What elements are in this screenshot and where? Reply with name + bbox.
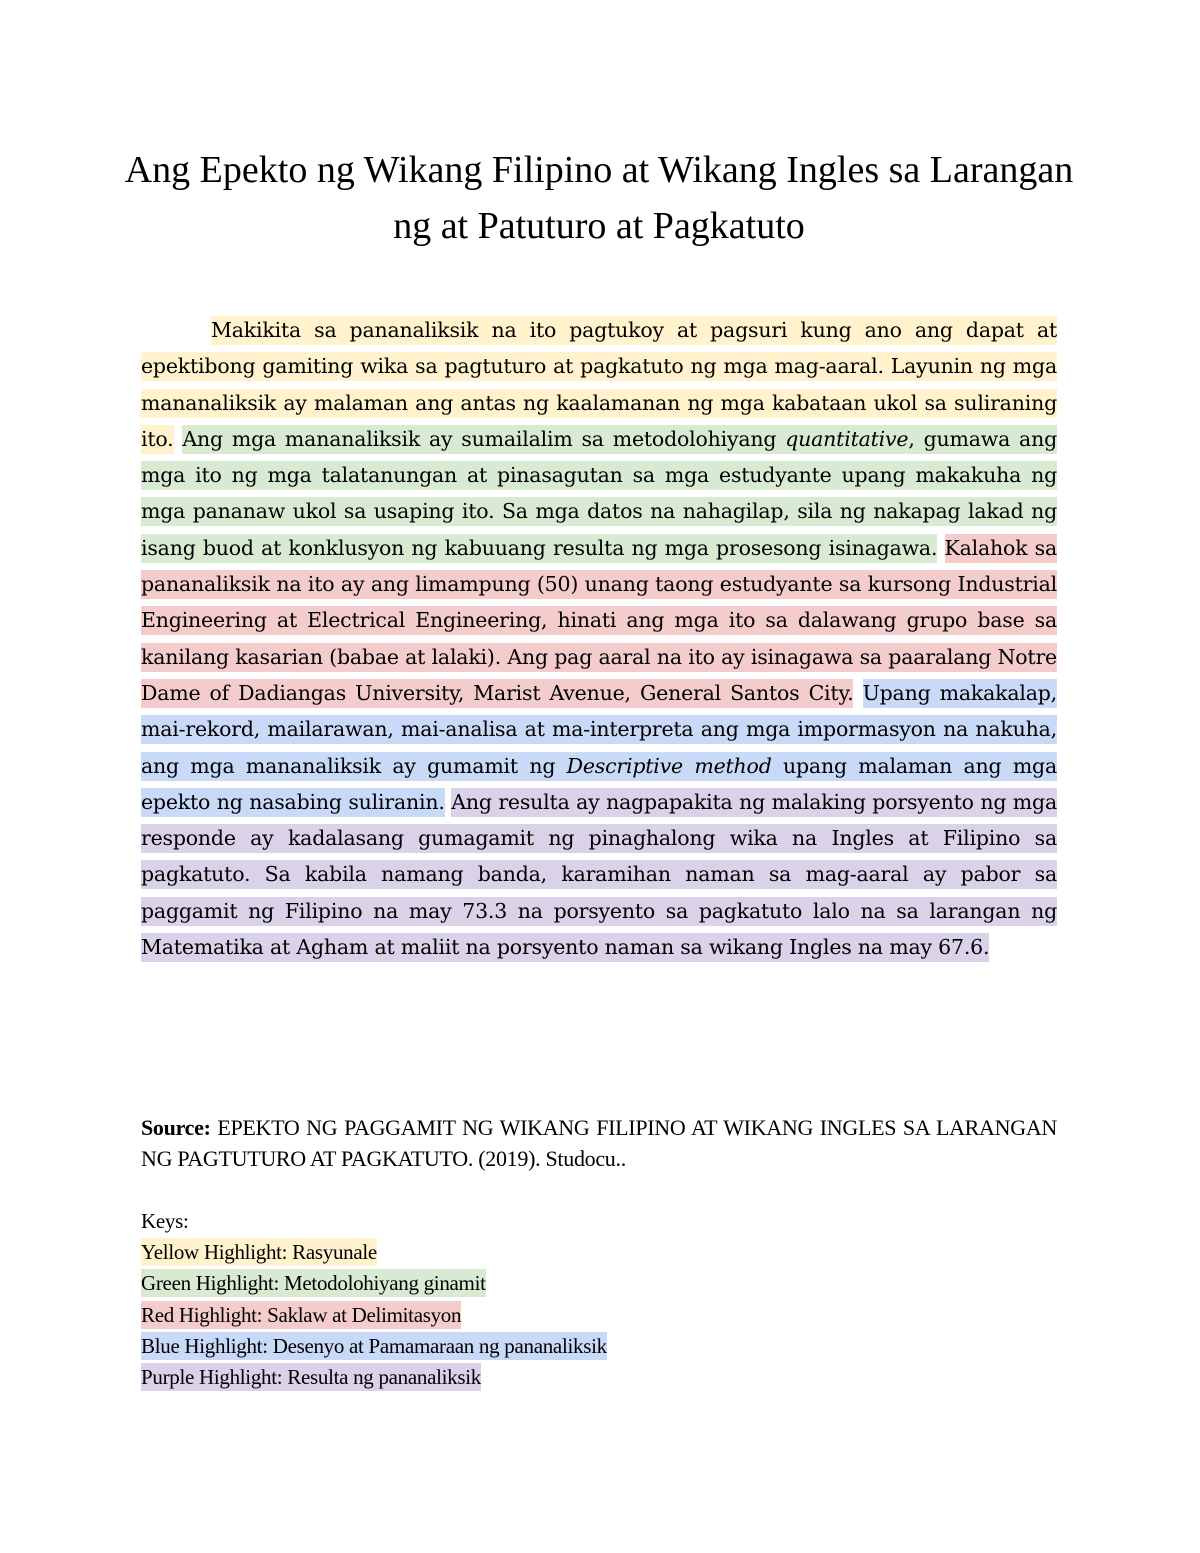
key-item-yellow [141,1237,1057,1268]
keys-heading: Keys: [141,1209,189,1233]
scope-highlight: Kalahok sa pananaliksik na ito ay ang limampung (50) unang taong estudyante sa kursong Industrial Engineering at Electrical Engineering, hinati ang mga ito sa dalawang grupo base sa kanilang kasarian (babae at lalaki). Ang pag aaral na ito ay isinagawa sa paaralang Notre Dame of Dadiangas University, Marist Avenue, General Santos City. [141,534,1057,708]
key-label-purple: Purple Highlight: Resulta ng pananaliksik [141,1364,481,1389]
document-title: Ang Epekto ng Wikang Filipino at Wikang Ingles sa Larangan ng at Patuturo at Pagkatuto [124,149,1074,247]
key-label-yellow: Yellow Highlight: Rasyunale [141,1240,377,1265]
key-label-green: Green Highlight: Metodolohiyang ginamit [141,1271,486,1296]
results-highlight: Ang resulta ay nagpapakita ng malaking porsyento ng mga responde ay kadalasang gumagamit ng pinaghalong wika na Ingles at Filipino sa pagkatuto. Sa kabila namang banda, karamihan naman sa mag-aaral ay pabor sa paggamit ng Filipino na may 73.3 na porsyento sa pagkatuto lalo na sa larangan ng Matematika at Agham at maliit na porsyento naman sa wikang Ingles na may 67.6. [141,788,1057,962]
key-item-red [141,1300,1057,1331]
methodology-emphasis: quantitative [785,426,909,451]
methodology-text-a: Ang mga mananaliksik ay sumailalim sa metodolohiyang [182,426,777,451]
key-label-red: Red Highlight: Saklaw at Delimitasyon [141,1302,462,1327]
methodology-text-b: , gumawa ang mga ito ng mga talatanungan at pinasagutan sa mga estudyante upang makakuha ng mga pananaw ukol sa usaping ito. Sa mga datos na nahagilap, sila ng nakapag lakad ng isang buod at konklusyon ng kabuuang resulta ng mga prosesong isinagawa. [141,426,1057,560]
summary-paragraph [141,312,1057,965]
methodology-highlight [141,425,1057,563]
rationale-highlight: Makikita sa pananaliksik na ito pagtukoy at pagsuri kung ano ang dapat at epektibong gamiting wika sa pagtuturo at pagkatuto ng mga mag-aaral. Layunin ng mga mananaliksik ay malaman ang antas ng kaalamanan ng mga kabataan ukol sa suliraning ito. [141,316,1057,454]
highlight-keys [141,1206,1057,1393]
source-label: Source: [141,1115,211,1140]
design-text-a: Upang makakalap, mai-rekord, mailarawan, mai-analisa at ma-interpreta ang mga impormasyon na nakuha, ang mga mananaliksik ay gumamit ng [141,680,1057,778]
design-text-b: upang malaman ang mga epekto ng nasabing suliranin. [141,753,1057,814]
design-emphasis: Descriptive method [566,753,772,778]
key-item-green [141,1268,1057,1299]
source-citation [141,1112,1057,1174]
key-item-purple [141,1362,1057,1393]
document-page [124,0,1074,1553]
keys-heading-row [141,1206,1057,1237]
source-reference: EPEKTO NG PAGGAMIT NG WIKANG FILIPINO AT WIKANG INGLES SA LARANGAN NG PAGTUTURO AT PAGKATUTO. (2019). Studocu.. [141,1115,1057,1171]
key-label-blue: Blue Highlight: Desenyo at Pamamaraan ng pananaliksik [141,1333,607,1358]
key-item-blue [141,1331,1057,1362]
